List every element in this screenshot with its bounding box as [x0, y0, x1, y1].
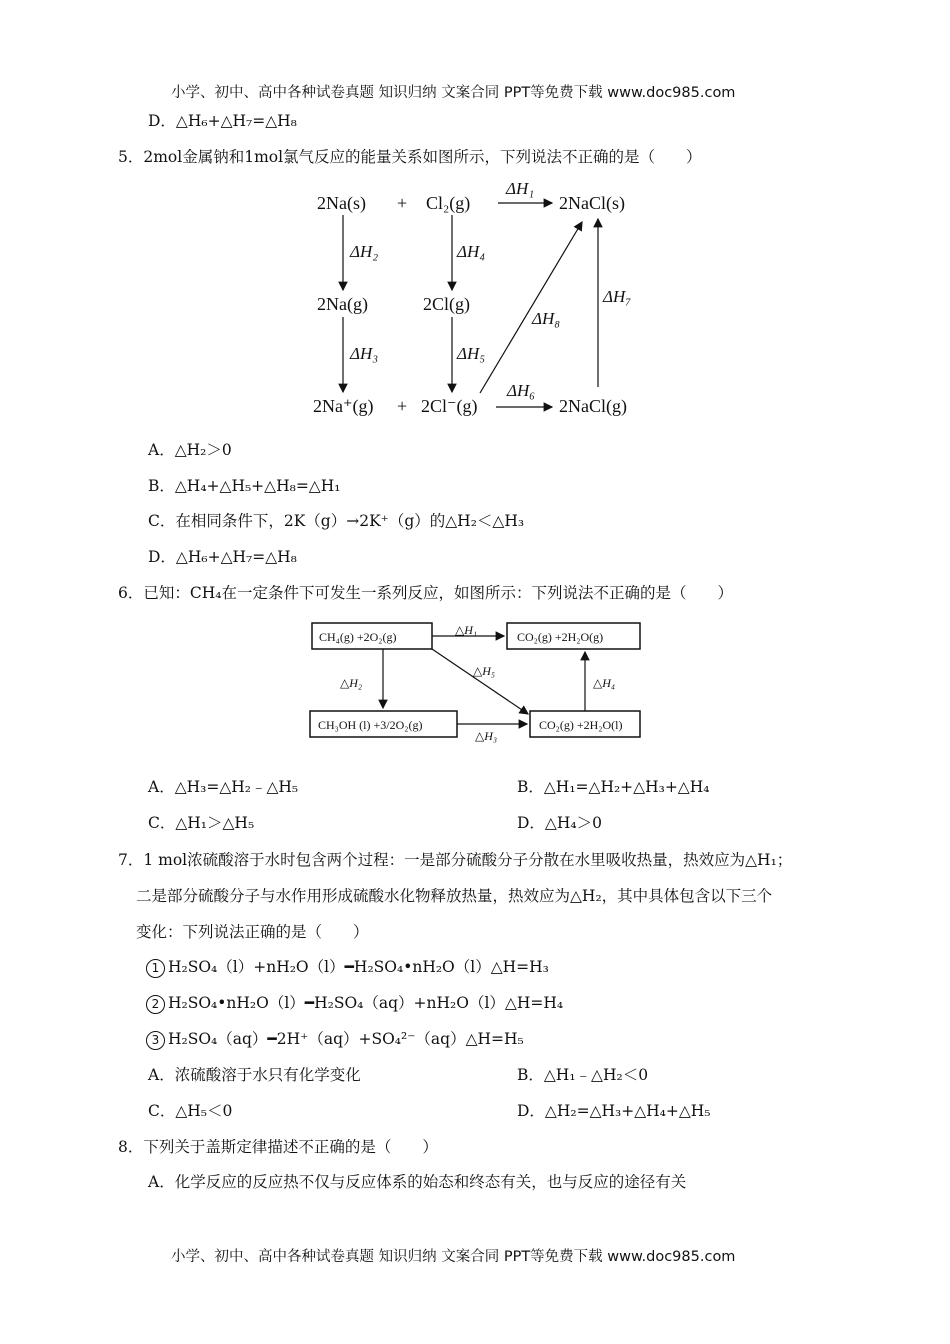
q7-option-b: B．△H₁﹣△H₂＜0 — [517, 1066, 649, 1084]
q5-energy-diagram — [300, 172, 660, 427]
circled-number: 2 — [146, 995, 165, 1014]
page-header: 小学、初中、高中各种试卷真题 知识归纳 文案合同 PPT等免费下载 www.doc985.com — [171, 85, 736, 101]
q6-option-b: B．△H₁=△H₂+△H₃+△H₄ — [517, 778, 710, 796]
q4-option-d: D．△H₆+△H₇=△H₈ — [148, 112, 297, 130]
q8-option-a: A．化学反应的反应热不仅与反应体系的始态和终态有关，也与反应的途径有关 — [148, 1173, 687, 1191]
q7-option-d: D．△H₂=△H₃+△H₄+△H₅ — [517, 1102, 711, 1120]
q7-option-a: A．浓硫酸溶于水只有化学变化 — [148, 1066, 361, 1084]
box-ch3oh-label: CH₃OH (l) +3/2O₂(g) — [318, 718, 423, 732]
reaction-text: H₂SO₄（aq）━2H⁺（aq）+SO₄²⁻（aq）△H=H₅ — [168, 1030, 524, 1048]
h5-label: △H₅ — [473, 664, 496, 678]
dh4-label: ΔH₄ — [457, 242, 486, 261]
box-ch4-label: CH₄(g) +2O₂(g) — [319, 630, 397, 644]
box-co2-h2o-g-label: CO₂(g) +2H₂O(g) — [517, 630, 604, 644]
label-2nacl-s: 2NaCl(s) — [559, 193, 625, 213]
dh6-label: ΔH₆ — [507, 381, 536, 400]
label-2nacl-g: 2NaCl(g) — [559, 396, 627, 416]
label-2na-g: 2Na(g) — [317, 294, 368, 314]
dh1-label: ΔH₁ — [506, 179, 535, 198]
q7-stem-line2: 二是部分硫酸分子与水作用形成硫酸水化物释放热量，热效应为△H₂，其中具体包含以下三个 — [136, 887, 773, 905]
h2-label: △H₂ — [340, 676, 363, 690]
h4-label: △H₄ — [593, 676, 616, 690]
circled-number: 1 — [146, 959, 165, 978]
plus-sign: + — [397, 193, 408, 213]
label-2cl-ion: 2Cl⁻(g) — [421, 396, 478, 416]
dh5-label: ΔH₅ — [457, 344, 486, 363]
dh8-label: ΔH₈ — [532, 309, 561, 328]
label-2cl-g: 2Cl(g) — [423, 294, 470, 314]
q6-stem: 6．已知：CH₄在一定条件下可发生一系列反应，如图所示：下列说法不正确的是（ ） — [118, 584, 733, 602]
box-co2-h2o-l-label: CO₂(g) +2H₂O(l) — [539, 718, 623, 732]
reaction-text: H₂SO₄•nH₂O（l）━H₂SO₄（aq）+nH₂O（l）△H=H₄ — [168, 994, 564, 1012]
q5-option-c: C．在相同条件下，2K（g）→2K⁺（g）的△H₂＜△H₃ — [148, 512, 525, 530]
h1-label: △H₁ — [455, 623, 478, 637]
circled-number: 3 — [146, 1031, 165, 1050]
q6-option-d: D．△H₄＞0 — [517, 814, 602, 832]
q7-reaction-1 — [146, 957, 549, 978]
q5-option-b: B．△H₄+△H₅+△H₈=△H₁ — [148, 477, 341, 495]
q5-stem: 5．2mol金属钠和1mol氯气反应的能量关系如图所示，下列说法不正确的是（ ） — [118, 148, 702, 166]
arrow-dh8 — [480, 222, 582, 393]
dh7-label: ΔH₇ — [603, 287, 632, 306]
arrow-h5 — [432, 649, 528, 714]
q8-stem: 8．下列关于盖斯定律描述不正确的是（ ） — [118, 1138, 438, 1156]
dh3-label: ΔH₃ — [350, 344, 379, 363]
q5-option-a: A．△H₂＞0 — [148, 441, 232, 459]
label-2na-s: 2Na(s) — [317, 193, 366, 213]
q7-stem-line3: 变化：下列说法正确的是（ ） — [136, 923, 369, 941]
reaction-text: H₂SO₄（l）+nH₂O（l）━H₂SO₄•nH₂O（l）△H=H₃ — [168, 958, 549, 976]
q7-reaction-2 — [146, 993, 563, 1014]
page-footer: 小学、初中、高中各种试卷真题 知识归纳 文案合同 PPT等免费下载 www.doc985.com — [171, 1249, 736, 1265]
h3-label: △H₃ — [475, 729, 498, 743]
q7-reaction-3 — [146, 1029, 524, 1050]
q6-option-a: A．△H₃=△H₂﹣△H₅ — [148, 778, 299, 796]
plus-sign: + — [397, 396, 408, 416]
label-cl2-g: Cl₂(g) — [426, 193, 471, 213]
q7-option-c: C．△H₅＜0 — [148, 1102, 233, 1120]
q6-option-c: C．△H₁＞△H₅ — [148, 814, 255, 832]
dh2-label: ΔH₂ — [350, 242, 379, 261]
q5-option-d: D．△H₆+△H₇=△H₈ — [148, 548, 297, 566]
q6-reaction-diagram — [303, 617, 648, 747]
q7-stem-line1: 7．1 mol浓硫酸溶于水时包含两个过程：一是部分硫酸分子分散在水里吸收热量，热效应为△H₁； — [118, 851, 793, 869]
label-2na-ion: 2Na⁺(g) — [313, 396, 374, 416]
